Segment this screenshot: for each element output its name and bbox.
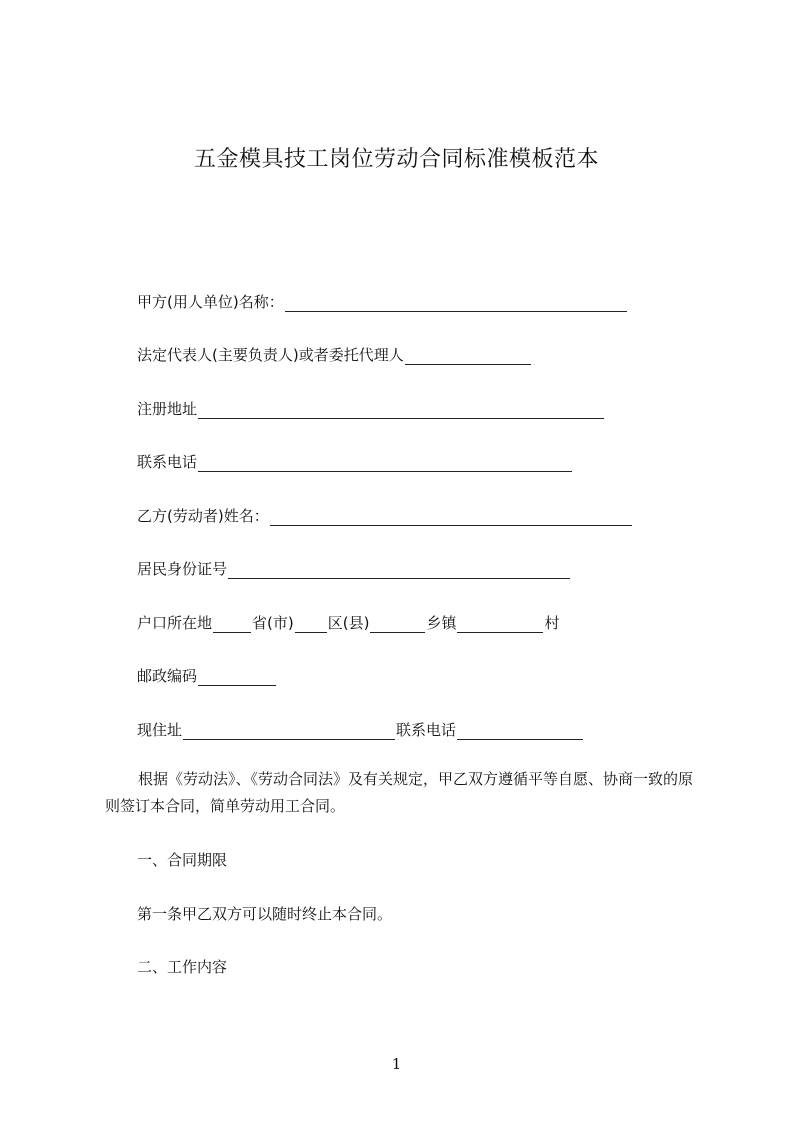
household-town-blank[interactable] <box>370 618 425 633</box>
employer-phone-blank[interactable] <box>198 457 572 472</box>
household-district-blank[interactable] <box>295 618 327 633</box>
legal-rep-label: 法定代表人(主要负责人)或者委托代理人 <box>137 346 404 364</box>
current-address-line <box>137 719 584 740</box>
document-title: 五金模具技工岗位劳动合同标准模板范本 <box>193 147 599 172</box>
current-address-label: 现住址 <box>137 721 183 739</box>
postcode-line <box>137 665 277 686</box>
employee-name-blank[interactable] <box>270 511 632 526</box>
household-province-label: 省(市) <box>252 614 294 632</box>
employee-name-label: 乙方(劳动者)姓名： <box>137 507 269 525</box>
household-province-blank[interactable] <box>213 618 251 633</box>
employer-phone-label: 联系电话 <box>137 453 198 471</box>
employer-phone-line <box>137 451 573 472</box>
household-district-label: 区(县) <box>327 614 370 632</box>
current-address-blank[interactable] <box>183 725 395 740</box>
term-heading <box>137 849 227 870</box>
postcode-label: 邮政编码 <box>137 667 198 685</box>
id-number-label: 居民身份证号 <box>137 560 228 578</box>
employee-name-line <box>137 505 633 526</box>
employer-name-line <box>137 291 628 312</box>
employee-phone-blank[interactable] <box>457 725 583 740</box>
term-article-text: 第一条甲乙双方可以随时终止本合同。 <box>137 905 393 923</box>
legal-rep-line <box>137 344 532 365</box>
work-heading <box>137 956 227 977</box>
term-article <box>137 903 392 924</box>
employee-phone-label: 联系电话 <box>396 721 457 739</box>
registered-address-label: 注册地址 <box>137 400 198 418</box>
household-village-label: 村 <box>544 614 560 632</box>
legal-rep-blank[interactable] <box>405 350 531 365</box>
registered-address-blank[interactable] <box>198 404 604 419</box>
registered-address-line <box>137 398 605 419</box>
postcode-blank[interactable] <box>198 671 276 686</box>
term-heading-text: 一、合同期限 <box>137 851 228 869</box>
employer-name-label: 甲方(用人单位)名称： <box>137 293 284 311</box>
id-number-line <box>137 558 571 579</box>
intro-paragraph: 根据《劳动法》、《劳动合同法》及有关规定，甲乙双方遵循平等自愿、协商一致的原则签订本合同，简单劳动用工合同。 <box>105 770 694 815</box>
id-number-blank[interactable] <box>228 564 570 579</box>
employer-name-blank[interactable] <box>285 297 627 312</box>
household-line <box>137 612 559 633</box>
page-number: 1 <box>391 1055 402 1073</box>
household-label: 户口所在地 <box>137 614 213 632</box>
household-town-label: 乡镇 <box>426 614 457 632</box>
work-heading-text: 二、工作内容 <box>137 958 228 976</box>
household-village-blank[interactable] <box>457 618 543 633</box>
